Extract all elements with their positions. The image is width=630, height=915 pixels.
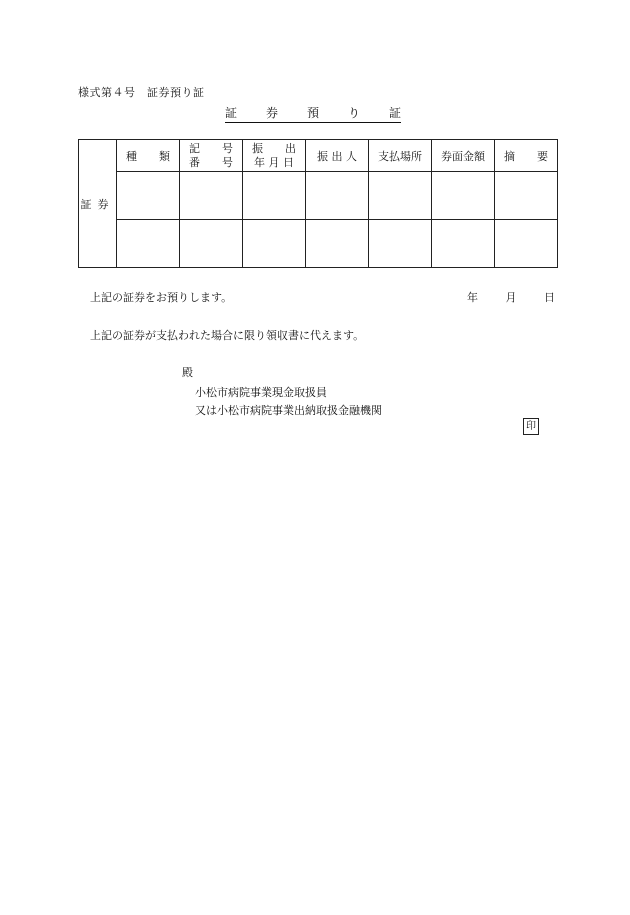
header-face-amount-label: 券面金額 [441,149,485,163]
date-year: 年 [467,291,478,304]
cell-symbol-number[interactable] [180,172,243,220]
cell-drawer[interactable] [306,172,369,220]
cell-type[interactable] [117,220,180,268]
table-row [79,220,558,268]
cell-remarks[interactable] [495,220,558,268]
header-drawer-label: 振 出 人 [317,149,357,163]
header-date-label: 年 月 日 [254,155,294,169]
cell-remarks[interactable] [495,172,558,220]
cell-drawer[interactable] [306,220,369,268]
title-char: 証 [388,106,401,120]
issuer-financial-institution: 又は小松市病院事業出納取扱金融機関 [195,404,382,417]
document-title [225,104,401,123]
seal-mark: 印 [523,418,539,435]
cell-face-amount[interactable] [432,220,495,268]
date-day: 日 [544,291,555,304]
cell-payment-place[interactable] [369,172,432,220]
title-char: 券 [265,106,278,120]
header-drawer [306,140,369,172]
header-remarks-label: 摘 要 [504,149,548,163]
date-month: 月 [505,291,517,304]
cell-symbol-number[interactable] [180,220,243,268]
cell-issue-date[interactable] [243,220,306,268]
header-issue-date [243,140,306,172]
header-number-label: 番 号 [189,155,233,169]
addressee-suffix: 殿 [182,366,193,379]
statement-receipt: 上記の証券が支払われた場合に限り領収書に代えます。 [90,329,365,342]
header-remarks [495,140,558,172]
issuer-cash-handler: 小松市病院事業現金取扱員 [195,386,327,399]
title-char: り [347,106,360,120]
header-symbol-label: 記 号 [189,141,233,155]
statement-received: 上記の証券をお預りします。 [90,291,233,304]
header-type-label: 種 類 [126,149,170,163]
header-face-amount [432,140,495,172]
header-type [117,140,180,172]
title-char: 証 [225,106,238,120]
table-row [79,172,558,220]
form-number-label: 様式第４号 証券預り証 [78,86,205,99]
title-char: 預 [306,106,319,120]
cell-type[interactable] [117,172,180,220]
header-symbol-number [180,140,243,172]
securities-table [78,139,558,268]
table-header-row [79,140,558,172]
date-line [467,289,555,305]
header-issue-label: 振 出 [252,141,296,155]
cell-payment-place[interactable] [369,220,432,268]
header-payment-place [369,140,432,172]
cell-issue-date[interactable] [243,172,306,220]
header-payment-place-label: 支払場所 [378,149,422,163]
cell-face-amount[interactable] [432,172,495,220]
row-header-securities: 証券 [79,140,117,268]
